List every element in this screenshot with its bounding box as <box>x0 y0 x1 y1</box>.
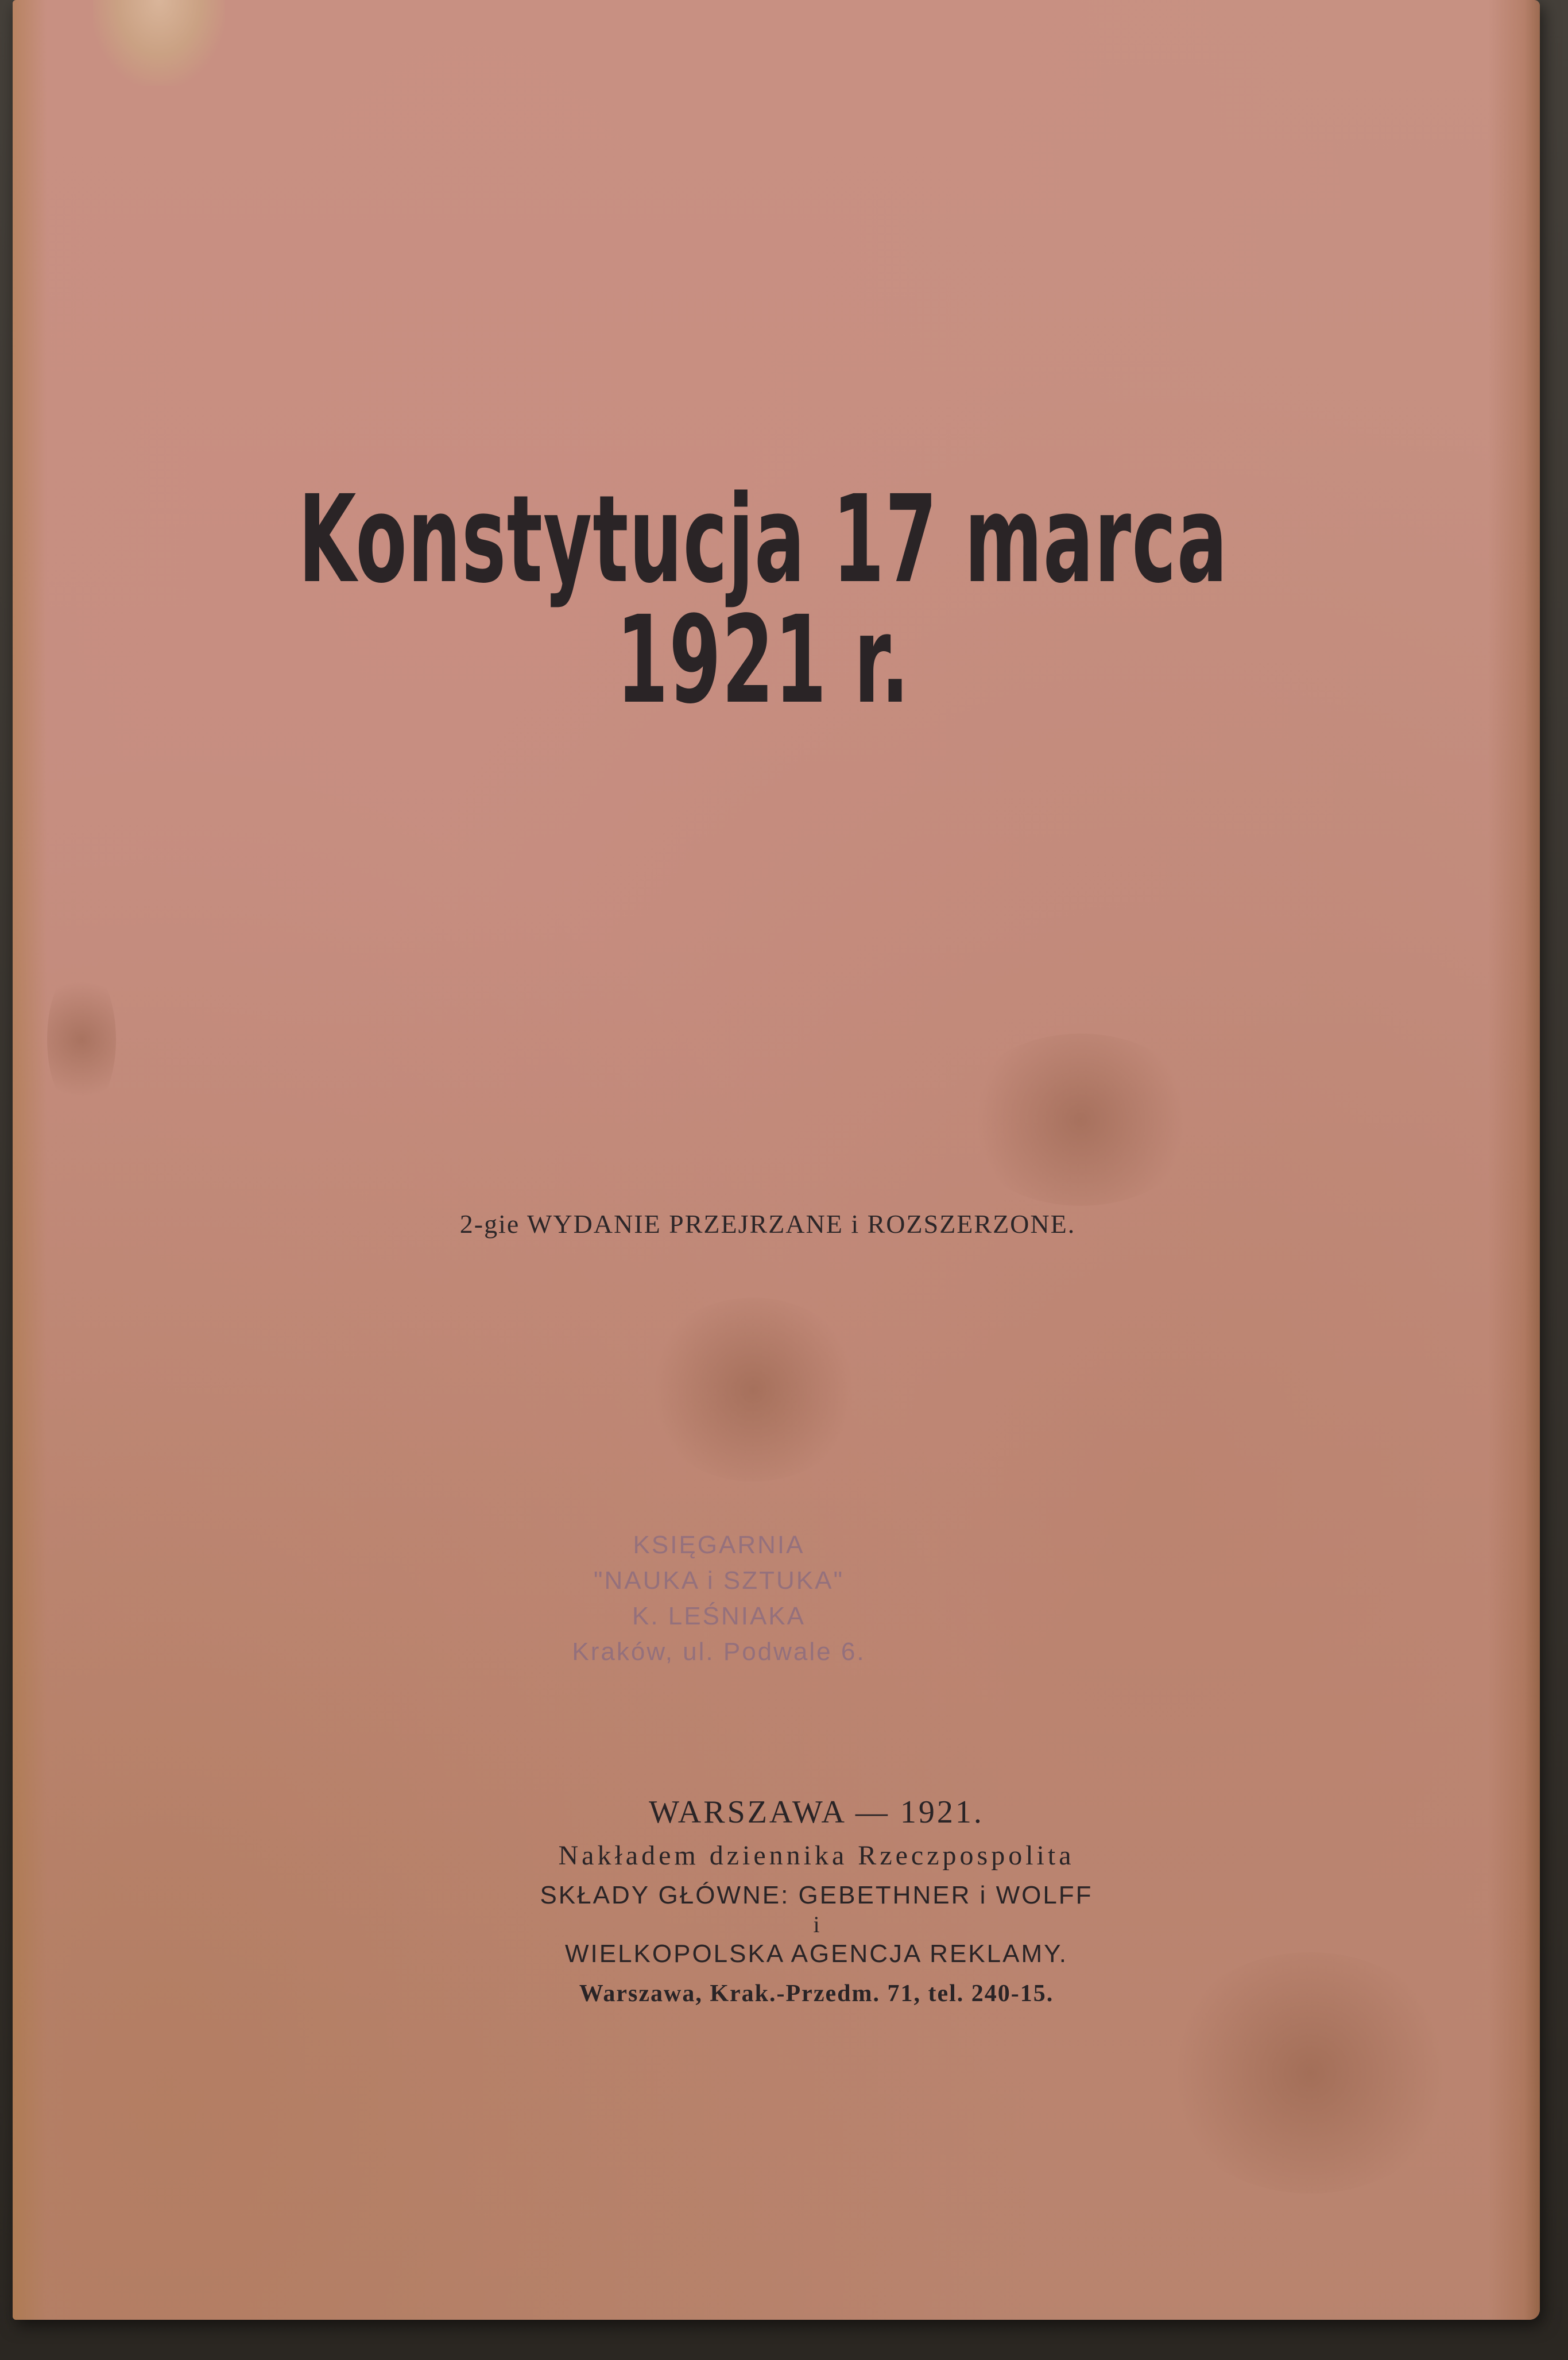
imprint-warehouses: SKŁADY GŁÓWNE: GEBETHNER i WOLFF <box>540 1881 1093 1909</box>
imprint-publisher: Nakładem dziennika Rzeczpospolita <box>558 1840 1075 1871</box>
stain-spot <box>644 1298 862 1481</box>
stamp-line: "NAUKA i SZTUKA" <box>593 1566 845 1595</box>
booklet-cover <box>13 0 1540 2320</box>
stain-spot <box>960 1034 1201 1206</box>
imprint-address: Warszawa, Krak.-Przedm. 71, tel. 240-15. <box>579 1980 1054 2007</box>
cover-title: Konstytucja 17 marca 1921 r. <box>298 469 1228 730</box>
imprint-agency: WIELKOPOLSKA AGENCJA REKLAMY. <box>564 1940 1068 1968</box>
stain-spot <box>47 965 116 1114</box>
bookshop-stamp <box>541 1527 897 1700</box>
cover-edge-shading <box>1488 0 1540 2320</box>
spine-wear <box>13 0 47 2320</box>
imprint-block <box>415 1789 1218 2014</box>
stamp-line: KSIĘGARNIA <box>633 1531 805 1559</box>
imprint-conjunction: i <box>813 1912 820 1937</box>
imprint-city-year: WARSZAWA — 1921. <box>649 1794 984 1830</box>
stamp-line: Kraków, ul. Podwale 6. <box>572 1638 866 1666</box>
edition-note: 2-gie WYDANIE PRZEJRZANE i ROZSZERZONE. <box>459 1209 1076 1239</box>
torn-corner <box>93 0 225 86</box>
stamp-line: K. LEŚNIAKA <box>632 1602 806 1630</box>
